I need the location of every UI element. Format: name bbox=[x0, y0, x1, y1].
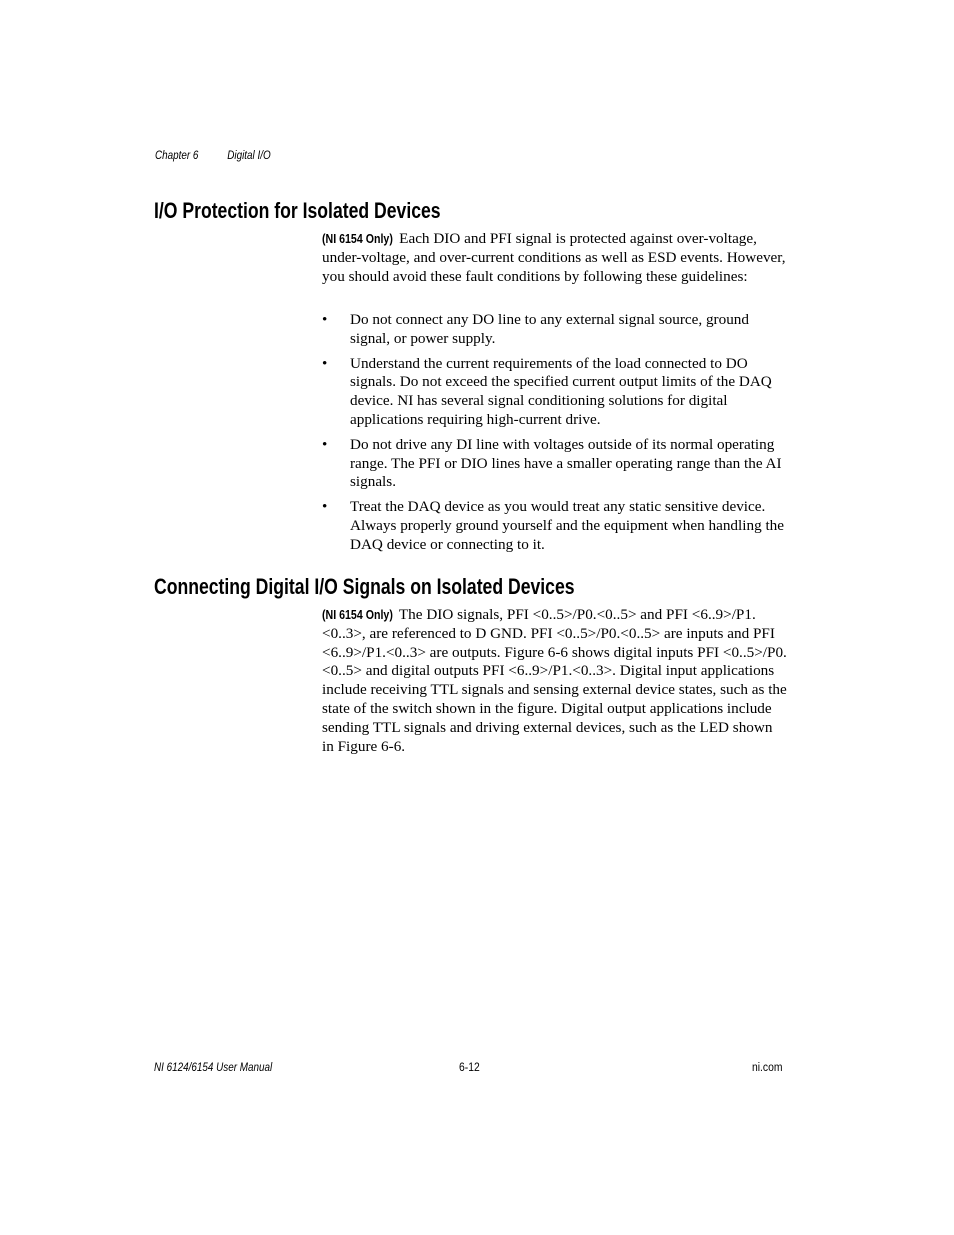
connecting-digital-io-paragraph bbox=[322, 606, 788, 756]
list-item-text: Understand the current requirements of the load connected to DO signals. Do not exceed the specified current output limits of the DAQ device. NI has several signal conditioning solutions for digital applications requiring high-current drive. bbox=[350, 354, 772, 428]
bullet-icon: • bbox=[322, 435, 328, 453]
io-protection-intro bbox=[322, 230, 788, 286]
list-item bbox=[322, 498, 788, 554]
section-heading-connecting-digital-io: Connecting Digital I/O Signals on Isolated Devices bbox=[154, 574, 575, 599]
ni-6154-only-label: (NI 6154 Only) bbox=[322, 608, 393, 622]
section-label: Digital I/O bbox=[227, 150, 271, 162]
connecting-digital-io-text: The DIO signals, PFI <0..5>/P0.<0..5> and PFI <6..9>/P1.<0..3>, are referenced to D GND. PFI <0..5>/P0.<0..5> are inputs and PFI <6..9>/P1.<0..3> are outputs. Figure 6-6 shows digital inputs PFI <0..5>/P0.<0..5> and digital outputs PFI <6..9>/P1.<0..3>. Digital input applications include receiving TTL signals and sensing external device states, such as the state of the switch shown in the figure. Digital output applications include sending TTL signals and driving external devices, such as the LED shown in Figure 6-6. bbox=[322, 606, 787, 755]
list-item bbox=[322, 436, 788, 492]
bullet-icon: • bbox=[322, 498, 328, 516]
bullet-icon: • bbox=[322, 354, 328, 372]
list-item-text: Do not drive any DI line with voltages outside of its normal operating range. The PFI or DIO lines have a smaller operating range than the AI signals. bbox=[350, 435, 782, 491]
section-heading-io-protection: I/O Protection for Isolated Devices bbox=[154, 198, 441, 223]
list-item bbox=[322, 311, 788, 349]
chapter-label: Chapter 6 bbox=[155, 150, 199, 162]
footer-page-number: 6-12 bbox=[459, 1062, 480, 1074]
connecting-digital-io-body bbox=[322, 606, 788, 756]
running-header bbox=[155, 150, 271, 162]
io-protection-paragraph bbox=[322, 230, 788, 286]
io-protection-text: Each DIO and PFI signal is protected against over-voltage, under-voltage, and over-current conditions as well as ESD events. However, you should avoid these fault conditions by following these guidelines: bbox=[322, 230, 786, 285]
footer-manual-title: NI 6124/6154 User Manual bbox=[154, 1062, 273, 1074]
list-item-text: Treat the DAQ device as you would treat any static sensitive device. Always properly ground yourself and the equipment when handling the DAQ device or connecting to it. bbox=[350, 498, 785, 553]
bullet-icon: • bbox=[322, 311, 328, 328]
list-item bbox=[322, 355, 788, 430]
footer-site-link[interactable]: ni.com bbox=[752, 1062, 783, 1074]
list-item-text: Do not connect any DO line to any external signal source, ground signal, or power supply. bbox=[350, 311, 749, 347]
guidelines-list bbox=[322, 311, 788, 561]
ni-6154-only-label: (NI 6154 Only) bbox=[322, 232, 393, 246]
